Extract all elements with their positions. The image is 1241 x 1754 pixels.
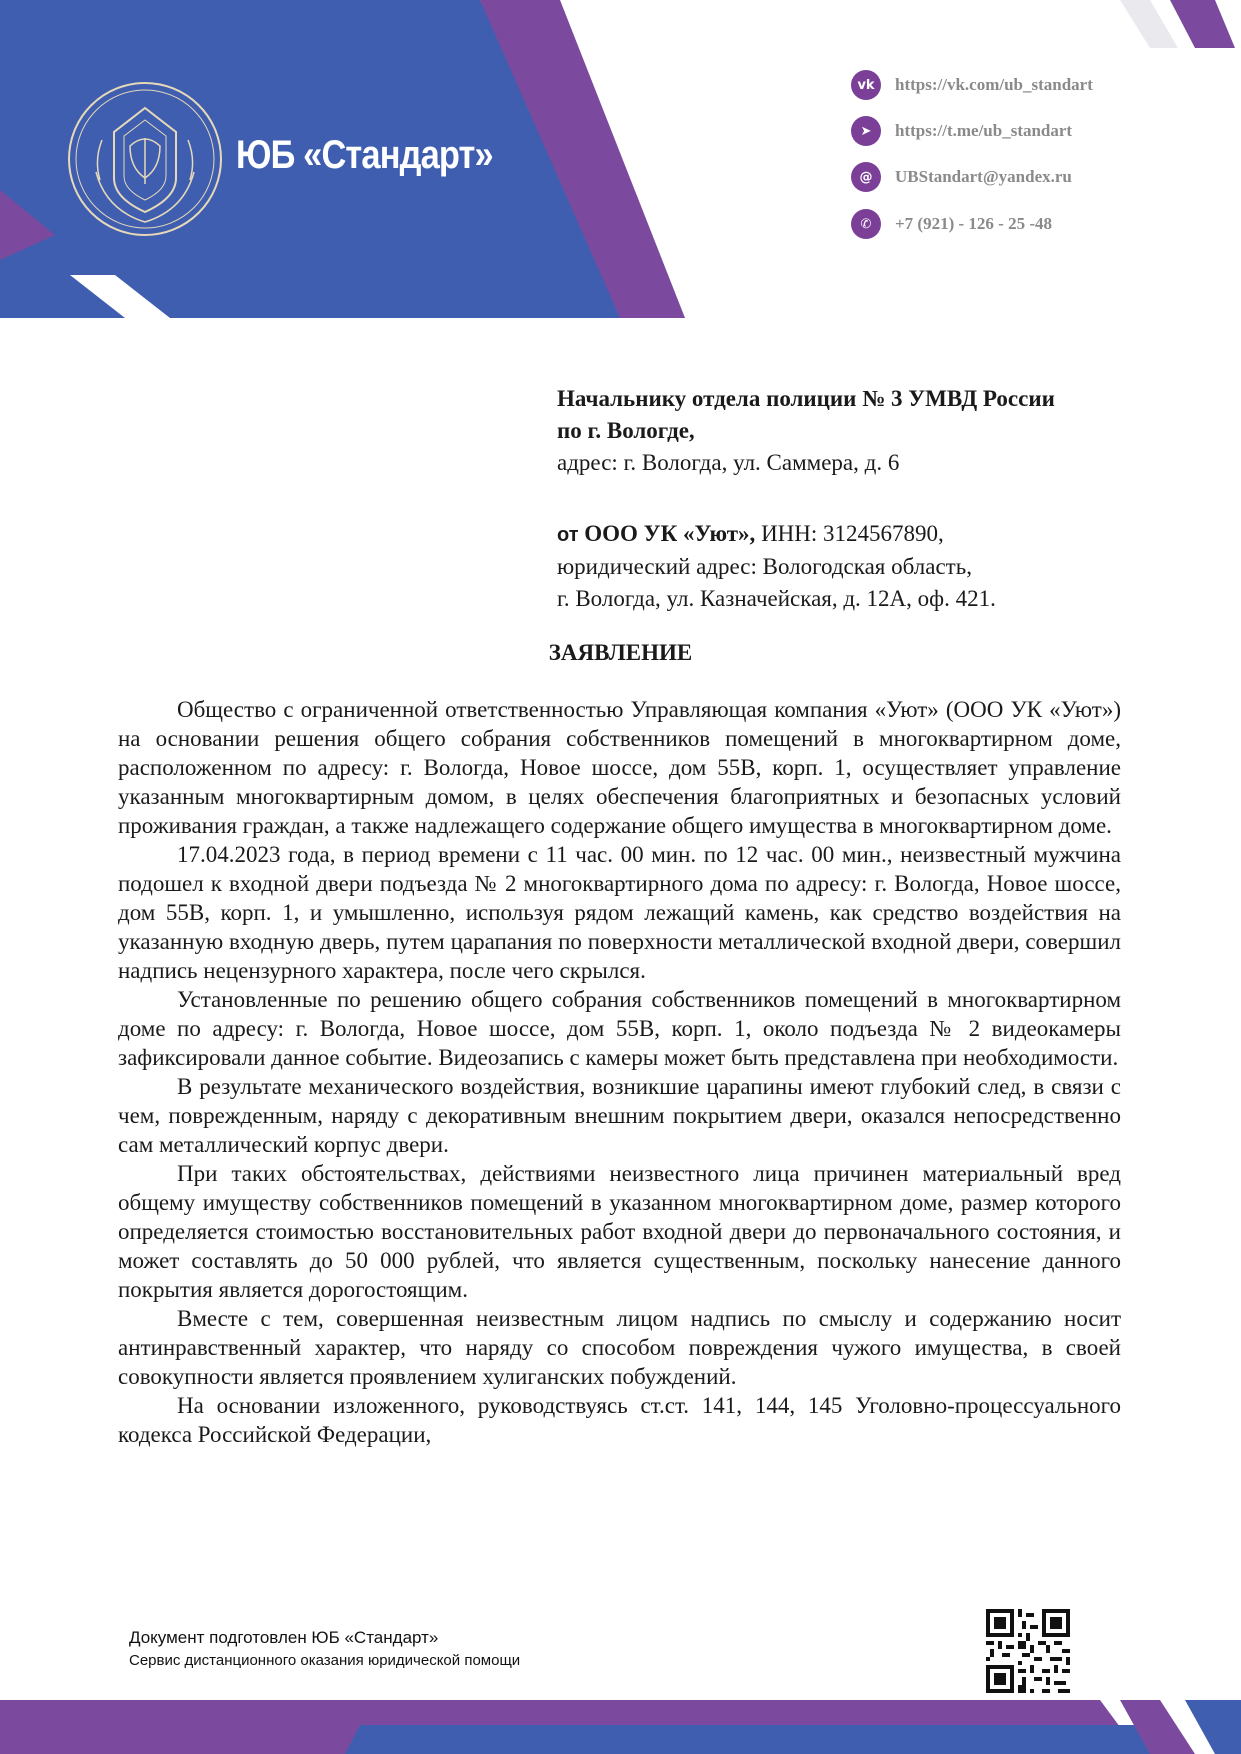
body-paragraph: Общество с ограниченной ответственностью Управляющая компания «Уют» (ООО УК «Уют») на основании решения общего собрания собственников помещений в многоквартирном доме, расположенном по адресу: г. Вологда, Новое шоссе, дом 55В, корп. 1, осуществляет управление указанным многоквартирным домом, в целях обеспечения благоприятных и безопасных условий проживания граждан, а также надлежащего содержание общего имущества в многоквартирном доме.: [118, 697, 1121, 838]
addressee-block: [557, 383, 1197, 479]
telegram-icon: ➤: [851, 116, 881, 146]
footer-line2: Сервис дистанционного оказания юридической помощи: [129, 1652, 521, 1669]
document-body: [118, 695, 1121, 1449]
contact-email-text[interactable]: UBStandart@yandex.ru: [895, 167, 1072, 186]
contact-phone-text[interactable]: +7 (921) - 126 - 25 -48: [895, 214, 1052, 233]
body-paragraph: 17.04.2023 года, в период времени с 11 час. 00 мин. по 12 час. 00 мин., неизвестный мужчина подошел к входной двери подъезда № 2 многоквартирного дома по адресу: г. Вологда, Новое шоссе, дом 55В, корп. 1, и умышленно, используя рядом лежащий камень, как средство воздействия на указанную входную дверь, путем царапания по поверхности металлической входной двери, совершил надпись нецензурного характера, после чего скрылся.: [118, 842, 1121, 983]
sender-from-word: от: [557, 524, 579, 546]
brand-name: ЮБ «Стандарт»: [236, 133, 493, 177]
vk-icon: vk: [851, 70, 881, 100]
sender-block: [557, 518, 1197, 615]
contact-vk-text[interactable]: https://vk.com/ub_standart: [895, 75, 1093, 94]
contact-email[interactable]: [851, 162, 1072, 192]
footer-note: [129, 1626, 520, 1672]
body-paragraph: Установленные по решению общего собрания собственников помещений в многоквартирном доме по адресу: г. Вологда, Новое шоссе, дом 55В, корп. 1, около подъезда № 2 видеокамеры зафиксировали данное событие. Видеозапись с камеры может быть представлена при необходимости.: [118, 987, 1121, 1070]
body-paragraph: На основании изложенного, руководствуясь ст.ст. 141, 144, 145 Уголовно-процессуального кодекса Российской Федерации,: [118, 1393, 1121, 1447]
sender-legal-address-line1: юридический адрес: Вологодская область,: [557, 554, 972, 579]
sender-inn: ИНН: 3124567890,: [761, 521, 944, 546]
body-paragraph: Вместе с тем, совершенная неизвестным лицом надпись по смыслу и содержанию носит антинравственный характер, что наряду со способом повреждения чужого имущества, в своей совокупности является проявлением хулиганских побуждений.: [118, 1306, 1121, 1389]
qr-code-icon[interactable]: [986, 1609, 1070, 1693]
logo-emblem-icon: [66, 80, 224, 238]
whatsapp-icon: ✆: [851, 209, 881, 239]
sender-line1: [557, 518, 1197, 551]
contact-telegram[interactable]: [851, 116, 1072, 146]
addressee-address: адрес: г. Вологда, ул. Саммера, д. 6: [557, 450, 900, 475]
addressee-line2: по г. Вологде,: [557, 418, 695, 443]
document-title: ЗАЯВЛЕНИЕ: [548, 640, 693, 665]
contact-telegram-text[interactable]: https://t.me/ub_standart: [895, 121, 1073, 140]
footer-line1: Документ подготовлен ЮБ «Стандарт»: [129, 1628, 439, 1647]
email-icon: @: [851, 162, 881, 192]
sender-org-name: ООО УК «Уют»,: [584, 521, 756, 546]
sender-legal-address-line2: г. Вологда, ул. Казначейская, д. 12А, оф. 421.: [557, 586, 996, 611]
footer-banner: [0, 1700, 1241, 1754]
body-paragraph: При таких обстоятельствах, действиями неизвестного лица причинен материальный вред общему имуществу собственников помещений в указанном многоквартирном доме, размер которого определяется стоимостью восстановительных работ входной двери до первоначального состояния, и может составлять до 50 000 рублей, что является существенным, поскольку нанесение данного покрытия является дорогостоящим.: [118, 1161, 1121, 1302]
addressee-line1: Начальнику отдела полиции № 3 УМВД России: [557, 386, 1055, 411]
contact-vk[interactable]: [851, 70, 1093, 100]
body-paragraph: В результате механического воздействия, возникшие царапины имеют глубокий след, в связи с чем, поврежденным, наряду с декоративным внешним покрытием двери, оказался непосредственно сам металлический корпус двери.: [118, 1074, 1121, 1157]
contact-whatsapp[interactable]: [851, 209, 1052, 239]
